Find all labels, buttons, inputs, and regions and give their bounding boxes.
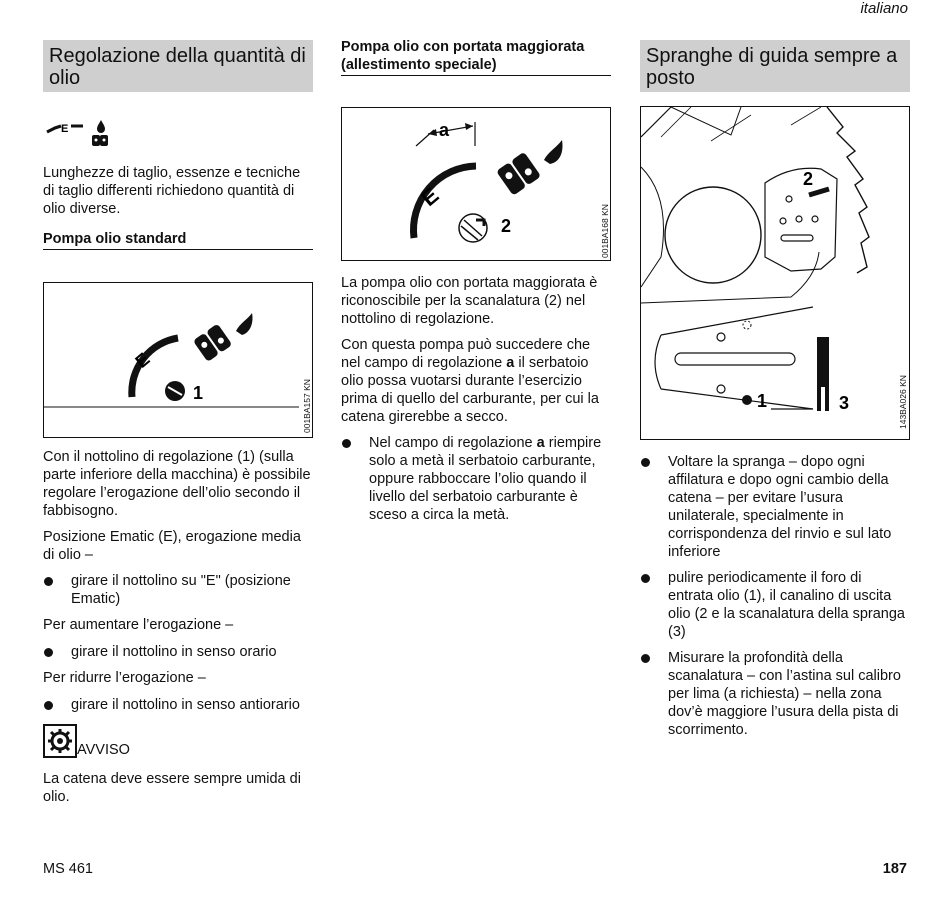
column-high-output-pump <box>341 38 611 524</box>
warning-notice <box>43 724 313 760</box>
figure-code: 001BA168 KN <box>600 204 610 258</box>
bullet-ematic: girare il nottolino su "E" (posizione Ematic) <box>43 572 313 608</box>
figure-label-2: 2 <box>501 216 512 236</box>
bullet-fill-half: Nel campo di regolazione a riempire solo a metà il serbatoio carburante, oppure rabboccare l’olio quando il livello del serbatoio carburante è sceso a circa la metà. <box>341 434 611 524</box>
bullet-measure-groove: Misurare la profondità della scanalatura – con l’astina sul calibro per lima (a richiesta) – nella zona dov’è maggiore l’usura della pista di scorrimento. <box>640 649 910 739</box>
para-ematic: Posizione Ematic (E), erogazione media di olio – <box>43 529 301 563</box>
figure-standard-pump <box>43 282 313 438</box>
figure-label-2: 2 <box>803 169 814 189</box>
gear-icon <box>43 724 77 758</box>
bullet-clockwise: girare il nottolino in senso orario <box>43 643 313 661</box>
para-increase: Per aumentare l’erogazione – <box>43 617 234 633</box>
subhead-high-output-pump: Pompa olio con portata maggiorata (allestimento speciale) <box>341 38 611 76</box>
para-decrease: Per ridurre l’erogazione – <box>43 670 206 686</box>
para-high-output-warning: Con questa pompa può succedere che nel campo di regolazione a il serbatoio olio possa vuotarsi durante l’esercizio prima di quello del carburante, per cui la catena girerebbe a secco. <box>341 337 599 425</box>
footer-page-number: 187 <box>882 861 907 877</box>
para-high-output-recognize: La pompa olio con portata maggiorata è riconoscibile per la scanalatura (2) nel nottolino di regolazione. <box>341 275 598 327</box>
language-label: italiano <box>860 0 908 17</box>
bullet-turn-bar: Voltare la spranga – dopo ogni affilatura e dopo ogni cambio della catena – per evitare l’usura unilaterale, specialmente in corrispondenza del rinvio e sul lato inferiore <box>640 453 910 561</box>
para-adjust-knob: Con il nottolino di regolazione (1) (sulla parte inferiore della macchina) è possibile regolare l’erogazione dell’olio secondo il fabbisogno. <box>43 449 311 519</box>
bullet-clean-holes: pulire periodicamente il foro di entrata olio (1), il canalino di uscita olio (2 e la scanalatura della spranga (3) <box>640 569 910 641</box>
footer-model: MS 461 <box>43 861 93 877</box>
figure-high-output-pump <box>341 107 611 261</box>
figure-label-e: E <box>416 182 444 212</box>
bullet-counterclockwise: girare il nottolino in senso antiorario <box>43 696 313 714</box>
figure-label-1: 1 <box>757 391 768 411</box>
warning-label: AVVISO <box>77 742 130 758</box>
column-oil-quantity <box>43 40 313 806</box>
figure-code: 143BA026 KN <box>898 375 908 429</box>
figure-label-e: E <box>131 348 154 372</box>
section-title-guide-bar: Spranghe di guida sempre a posto <box>640 40 910 92</box>
svg-text:E: E <box>61 123 69 135</box>
figure-label-3: 3 <box>839 393 850 413</box>
figure-code: 001BA157 KN <box>302 379 312 433</box>
oil-adjust-icon <box>43 118 313 154</box>
figure-label-a: a <box>439 120 450 140</box>
subhead-standard-pump: Pompa olio standard <box>43 230 313 250</box>
intro-text: Lunghezze di taglio, essenze e tecniche di taglio differenti richiedono quantità di olio diverse. <box>43 165 301 217</box>
figure-label-1: 1 <box>193 383 204 403</box>
section-title-oil-quantity: Regolazione della quantità di olio <box>43 40 313 92</box>
warning-text: La catena deve essere sempre umida di olio. <box>43 771 301 805</box>
column-guide-bar <box>640 40 910 739</box>
figure-guide-bar <box>640 106 910 440</box>
